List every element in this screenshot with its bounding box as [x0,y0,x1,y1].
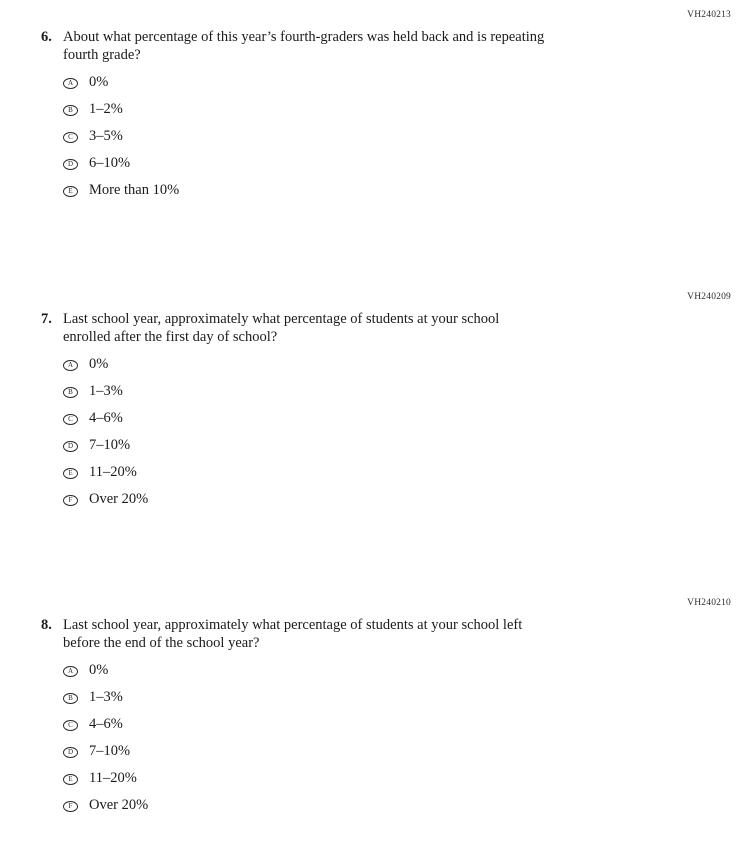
question-code: VH240213 [687,10,731,20]
answer-bubble-icon[interactable] [63,468,78,479]
question-text-line: before the end of the school year? [63,634,260,651]
bubble-letter: D [67,442,74,450]
answer-bubble-icon[interactable] [63,105,78,116]
option-row [63,433,731,460]
question-header [41,29,731,64]
option-row [63,151,731,178]
option-row [63,658,731,685]
question-code: VH240209 [687,292,731,302]
option-row [63,739,731,766]
option-row [63,793,731,820]
option-label: 1–3% [89,383,123,400]
option-row [63,712,731,739]
bubble-letter: E [68,775,73,783]
answer-bubble-icon[interactable] [63,495,78,506]
bubble-letter: C [68,133,73,141]
question-header [41,617,731,652]
question-text [63,311,499,346]
answer-bubble-icon[interactable] [63,801,78,812]
question-text-line: Last school year, approximately what percentage of students at your school [63,311,500,327]
question-7 [41,292,731,514]
answer-bubble-icon[interactable] [63,693,78,704]
option-label: 0% [89,356,109,373]
answer-bubble-icon[interactable] [63,774,78,785]
question-number: 7. [41,311,52,327]
option-label: 6–10% [89,155,131,172]
answer-bubble-icon[interactable] [63,414,78,425]
option-label: More than 10% [89,182,180,199]
bubble-letter: D [67,748,74,756]
option-label: 0% [89,74,109,91]
answer-options [63,70,731,205]
bubble-letter: B [68,106,73,114]
question-text-line: About what percentage of this year’s fourth-graders was held back and is repeating [63,29,545,45]
answer-bubble-icon[interactable] [63,666,78,677]
option-row [63,487,731,514]
answer-bubble-icon[interactable] [63,78,78,89]
option-row [63,766,731,793]
bubble-letter: C [68,721,73,729]
option-row [63,406,731,433]
option-label: 1–2% [89,101,123,118]
answer-bubble-icon[interactable] [63,186,78,197]
question-8 [41,598,731,820]
bubble-letter: C [68,415,73,423]
question-number: 6. [41,29,52,45]
answer-bubble-icon[interactable] [63,132,78,143]
option-label: 11–20% [89,770,137,787]
bubble-letter: D [67,160,74,168]
option-row [63,685,731,712]
bubble-letter: A [67,361,74,369]
answer-options [63,658,731,820]
option-label: Over 20% [89,491,149,508]
bubble-letter: F [68,496,73,504]
question-text [63,29,544,64]
option-label: 4–6% [89,410,123,427]
bubble-letter: E [68,469,73,477]
option-label: 7–10% [89,437,131,454]
question-6 [41,10,731,205]
option-row [63,124,731,151]
bubble-letter: A [67,667,74,675]
bubble-letter: B [68,388,73,396]
question-number: 8. [41,617,52,633]
question-text-line: fourth grade? [63,46,141,63]
option-label: 0% [89,662,109,679]
option-label: Over 20% [89,797,149,814]
question-code: VH240210 [687,598,731,608]
question-header [41,311,731,346]
bubble-letter: E [68,187,73,195]
bubble-letter: B [68,694,73,702]
question-text-line: enrolled after the first day of school? [63,328,278,345]
answer-bubble-icon[interactable] [63,747,78,758]
option-row [63,97,731,124]
option-label: 11–20% [89,464,137,481]
option-row [63,460,731,487]
answer-options [63,352,731,514]
option-label: 3–5% [89,128,123,145]
question-text [63,617,522,652]
option-row [63,352,731,379]
question-text-line: Last school year, approximately what percentage of students at your school left [63,617,523,633]
option-row [63,178,731,205]
option-label: 7–10% [89,743,131,760]
answer-bubble-icon[interactable] [63,387,78,398]
bubble-letter: A [67,79,74,87]
option-row [63,379,731,406]
option-row [63,70,731,97]
answer-bubble-icon[interactable] [63,720,78,731]
bubble-letter: F [68,802,73,810]
option-label: 4–6% [89,716,123,733]
option-label: 1–3% [89,689,123,706]
answer-bubble-icon[interactable] [63,360,78,371]
answer-bubble-icon[interactable] [63,159,78,170]
answer-bubble-icon[interactable] [63,441,78,452]
